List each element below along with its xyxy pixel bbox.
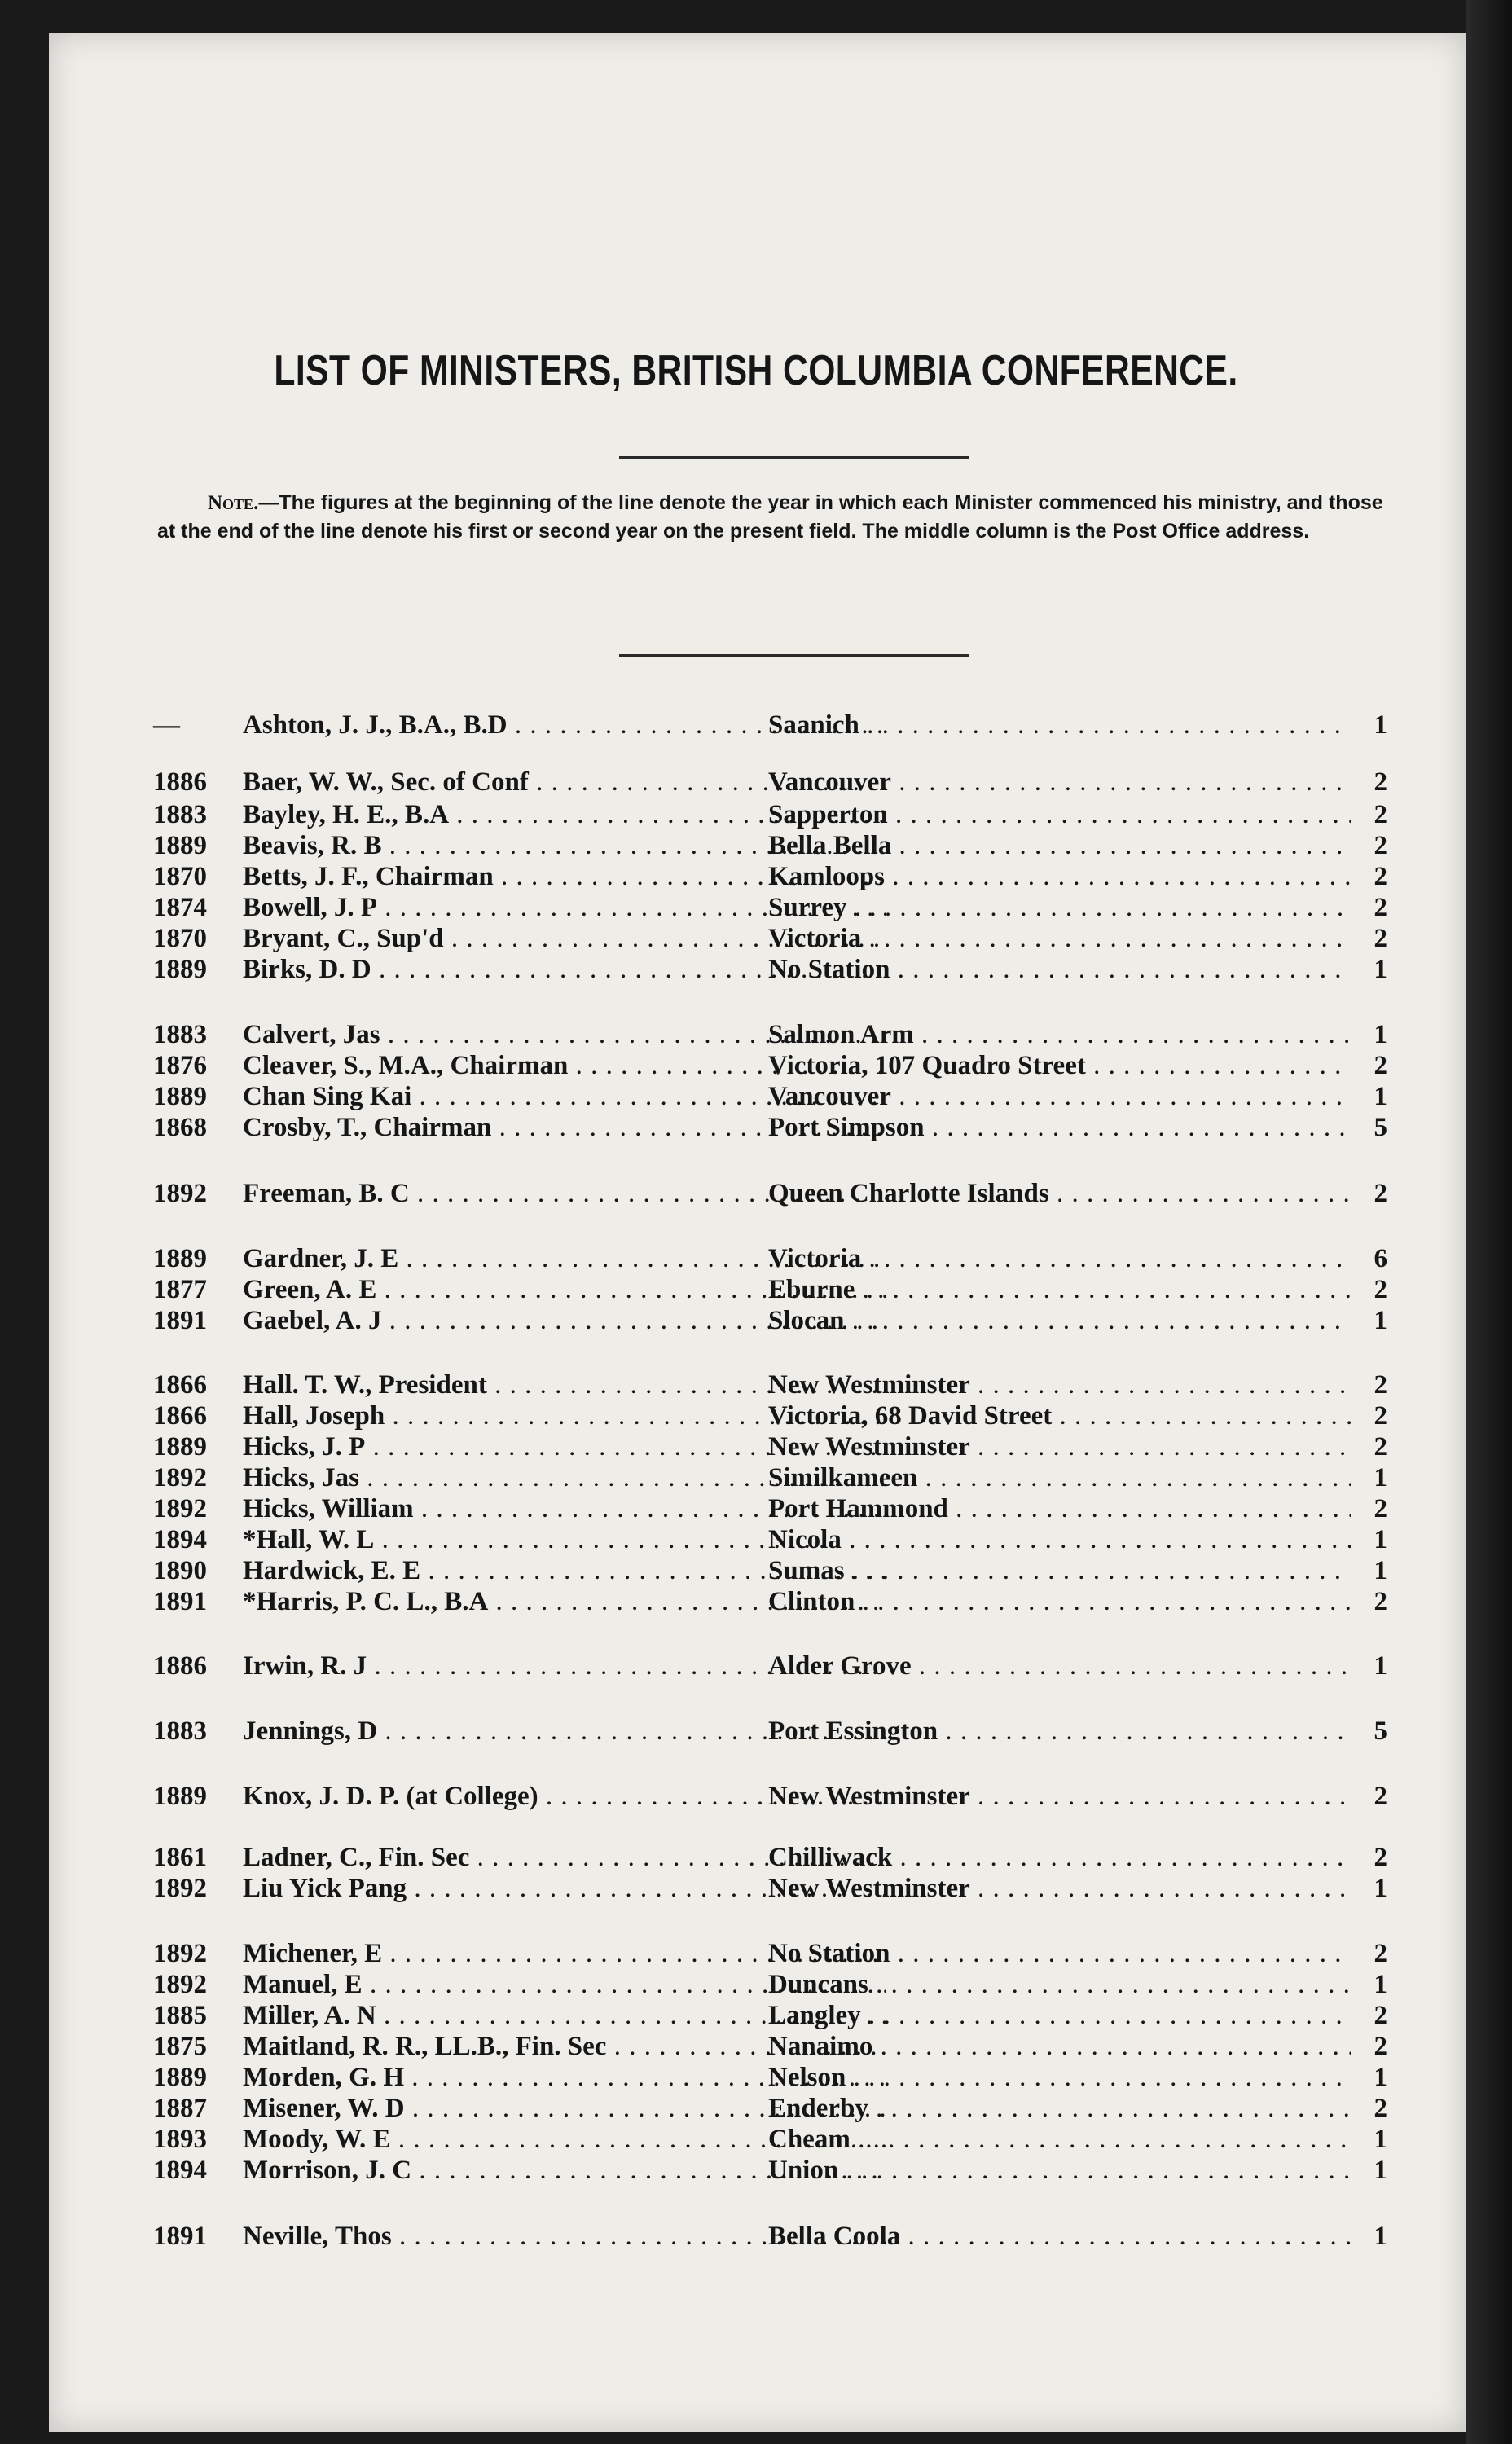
minister-row	[153, 2154, 1387, 2187]
minister-name: Green, A. E . . .	[243, 1273, 886, 1306]
minister-station: No Station . . .	[768, 1937, 1351, 1970]
minister-row	[153, 1968, 1387, 2001]
minister-year: 1891	[153, 1306, 207, 1335]
minister-years-on-field: 1	[1374, 1874, 1387, 1903]
minister-station: Surrey . . .	[768, 891, 1351, 924]
minister-station: Union . . .	[768, 2154, 1351, 2187]
minister-station: Slocan . . .	[768, 1304, 1351, 1337]
minister-row	[153, 891, 1387, 924]
note-text: —The figures at the beginning of the line denote the year in which each Minister commenced his ministry, and those at the end of the line denote his first or second year on the present field. The middle column is the Post Office address.	[157, 491, 1383, 543]
minister-year: 1889	[153, 2063, 207, 2092]
minister-row	[153, 1554, 1387, 1587]
minister-row	[153, 1049, 1387, 1082]
minister-name: Cleaver, S., M.A., Chairman . . .	[243, 1049, 886, 1082]
minister-name: Knox, J. D. P. (at College) . . .	[243, 1780, 886, 1813]
minister-year: 1883	[153, 1020, 207, 1049]
minister-year: —	[153, 710, 180, 740]
minister-row	[153, 1841, 1387, 1874]
minister-station: Enderby . . .	[768, 2092, 1351, 2125]
minister-name: Beavis, R. B . . .	[243, 829, 886, 862]
minister-years-on-field: 1	[1374, 1082, 1387, 1111]
minister-station: Victoria . . .	[768, 922, 1351, 955]
minister-year: 1892	[153, 1494, 207, 1523]
minister-year: 1885	[153, 2001, 207, 2030]
minister-row	[153, 860, 1387, 893]
minister-name: Irwin, R. J . . .	[243, 1650, 886, 1682]
minister-years-on-field: 2	[1374, 893, 1387, 922]
minister-year: 1894	[153, 2156, 207, 2185]
minister-row	[153, 1715, 1387, 1747]
minister-year: 1886	[153, 1651, 207, 1681]
minister-row	[153, 1872, 1387, 1905]
minister-station: Nanaimo . . .	[768, 2030, 1351, 2063]
minister-row	[153, 1492, 1387, 1525]
minister-row	[153, 1937, 1387, 1970]
minister-name: Maitland, R. R., LL.B., Fin. Sec . . .	[243, 2030, 886, 2063]
minister-year: 1870	[153, 862, 207, 891]
minister-row	[153, 829, 1387, 862]
minister-year: 1892	[153, 1463, 207, 1492]
minister-year: 1866	[153, 1370, 207, 1400]
minister-name: Morrison, J. C . . .	[243, 2154, 886, 2187]
minister-row	[153, 1431, 1387, 1463]
minister-year: 1892	[153, 1970, 207, 1999]
minister-name: Chan Sing Kai . . .	[243, 1080, 886, 1113]
minister-years-on-field: 2	[1374, 767, 1387, 797]
minister-years-on-field: 2	[1374, 1587, 1387, 1616]
minister-years-on-field: 2	[1374, 2094, 1387, 2123]
minister-station: Sapperton . . .	[768, 798, 1351, 831]
minister-name: Birks, D. D . . .	[243, 953, 886, 986]
minister-years-on-field: 2	[1374, 1370, 1387, 1400]
minister-name: Ladner, C., Fin. Sec . . .	[243, 1841, 886, 1874]
minister-year: 1890	[153, 1556, 207, 1585]
minister-name: Liu Yick Pang . . .	[243, 1872, 886, 1905]
minister-station: Chilliwack . . .	[768, 1841, 1351, 1874]
minister-station: Victoria, 107 Quadro Street . . .	[768, 1049, 1351, 1082]
minister-year: 1868	[153, 1113, 207, 1142]
note-divider	[619, 654, 969, 657]
minister-years-on-field: 2	[1374, 1179, 1387, 1208]
minister-station: Similkameen . . .	[768, 1462, 1351, 1494]
minister-row	[153, 1585, 1387, 1618]
minister-year: 1889	[153, 831, 207, 860]
minister-years-on-field: 2	[1374, 924, 1387, 953]
minister-years-on-field: 1	[1374, 1020, 1387, 1049]
minister-years-on-field: 1	[1374, 1556, 1387, 1585]
minister-years-on-field: 5	[1374, 1113, 1387, 1142]
minister-years-on-field: 1	[1374, 1651, 1387, 1681]
minister-row	[153, 1650, 1387, 1682]
minister-year: 1883	[153, 1717, 207, 1746]
minister-years-on-field: 2	[1374, 1782, 1387, 1811]
minister-years-on-field: 1	[1374, 1463, 1387, 1492]
minister-year: 1892	[153, 1874, 207, 1903]
minister-station: Clinton . . .	[768, 1585, 1351, 1618]
minister-station: Eburne . . .	[768, 1273, 1351, 1306]
minister-name: Manuel, E . . .	[243, 1968, 886, 2001]
minister-years-on-field: 1	[1374, 2222, 1387, 2251]
minister-row	[153, 1018, 1387, 1051]
minister-name: Bryant, C., Sup'd . . .	[243, 922, 886, 955]
minister-name: Jennings, D . . .	[243, 1715, 886, 1747]
minister-name: Freeman, B. C . . .	[243, 1177, 886, 1210]
minister-station: Sumas . . .	[768, 1554, 1351, 1587]
minister-row	[153, 1780, 1387, 1813]
minister-row	[153, 2092, 1387, 2125]
minister-name: Hall. T. W., President . . .	[243, 1369, 886, 1401]
minister-year: 1892	[153, 1179, 207, 1208]
minister-year: 1887	[153, 2094, 207, 2123]
minister-name: Ashton, J. J., B.A., B.D . . .	[243, 709, 886, 741]
minister-name: Hardwick, E. E . . .	[243, 1554, 886, 1587]
minister-row	[153, 1999, 1387, 2032]
minister-station: Alder Grove . . .	[768, 1650, 1351, 1682]
minister-row	[153, 2030, 1387, 2063]
minister-year: 1889	[153, 1782, 207, 1811]
minister-name: Crosby, T., Chairman . . .	[243, 1111, 886, 1144]
minister-station: Cheam . . .	[768, 2123, 1351, 2156]
minister-years-on-field: 6	[1374, 1244, 1387, 1273]
minister-year: 1891	[153, 2222, 207, 2251]
minister-row	[153, 709, 1387, 741]
note-paragraph	[157, 489, 1387, 545]
minister-years-on-field: 2	[1374, 2001, 1387, 2030]
minister-year: 1874	[153, 893, 207, 922]
minister-row	[153, 1273, 1387, 1306]
minister-row	[153, 798, 1387, 831]
minister-years-on-field: 2	[1374, 1432, 1387, 1462]
minister-station: Kamloops . . .	[768, 860, 1351, 893]
minister-name: Hicks, Jas . . .	[243, 1462, 886, 1494]
minister-station: Langley . . .	[768, 1999, 1351, 2032]
minister-name: Bayley, H. E., B.A . . .	[243, 798, 886, 831]
minister-years-on-field: 2	[1374, 800, 1387, 829]
page-title: LIST OF MINISTERS, BRITISH COLUMBIA CONFERENCE.	[274, 347, 1238, 394]
minister-years-on-field: 2	[1374, 1275, 1387, 1304]
minister-row	[153, 1242, 1387, 1275]
minister-year: 1889	[153, 955, 207, 984]
minister-station: Queen Charlotte Islands . . .	[768, 1177, 1351, 1210]
minister-station: Salmon Arm . . .	[768, 1018, 1351, 1051]
minister-years-on-field: 1	[1374, 1970, 1387, 1999]
minister-name: Hicks, J. P . . .	[243, 1431, 886, 1463]
minister-name: Morden, G. H . . .	[243, 2061, 886, 2094]
minister-station: Port Simpson . . .	[768, 1111, 1351, 1144]
minister-years-on-field: 1	[1374, 2063, 1387, 2092]
minister-row	[153, 2061, 1387, 2094]
minister-name: *Hall, W. L . . .	[243, 1523, 886, 1556]
minister-name: Michener, E . . .	[243, 1937, 886, 1970]
minister-years-on-field: 2	[1374, 1939, 1387, 1968]
minister-row	[153, 1177, 1387, 1210]
minister-station: New Westminster . . .	[768, 1780, 1351, 1813]
minister-year: 1866	[153, 1401, 207, 1431]
minister-row	[153, 1462, 1387, 1494]
minister-year: 1894	[153, 1525, 207, 1554]
minister-years-on-field: 1	[1374, 1525, 1387, 1554]
minister-name: Miller, A. N . . .	[243, 1999, 886, 2032]
minister-name: Betts, J. F., Chairman . . .	[243, 860, 886, 893]
minister-year: 1892	[153, 1939, 207, 1968]
minister-year: 1883	[153, 800, 207, 829]
minister-row	[153, 2220, 1387, 2253]
minister-station: Vancouver . . .	[768, 1080, 1351, 1113]
note-label: Note.	[208, 492, 259, 514]
minister-name: Misener, W. D . . .	[243, 2092, 886, 2125]
minister-station: Vancouver . . .	[768, 766, 1351, 798]
minister-station: Bella Bella . . .	[768, 829, 1351, 862]
minister-name: Neville, Thos . . .	[243, 2220, 886, 2253]
minister-row	[153, 1523, 1387, 1556]
minister-name: Gardner, J. E . . .	[243, 1242, 886, 1275]
minister-row	[153, 1400, 1387, 1432]
minister-year: 1886	[153, 767, 207, 797]
minister-year: 1891	[153, 1587, 207, 1616]
minister-name: Gaebel, A. J . . .	[243, 1304, 886, 1337]
minister-years-on-field: 2	[1374, 831, 1387, 860]
minister-station: Port Essington . . .	[768, 1715, 1351, 1747]
minister-row	[153, 1304, 1387, 1337]
minister-name: Hall, Joseph . . .	[243, 1400, 886, 1432]
minister-year: 1861	[153, 1843, 207, 1872]
minister-years-on-field: 2	[1374, 1843, 1387, 1872]
title-divider	[619, 456, 969, 459]
minister-years-on-field: 2	[1374, 1401, 1387, 1431]
minister-year: 1877	[153, 1275, 207, 1304]
minister-year: 1889	[153, 1244, 207, 1273]
minister-station: Bella Coola . . .	[768, 2220, 1351, 2253]
minister-station: New Westminster . . .	[768, 1431, 1351, 1463]
minister-name: Bowell, J. P . . .	[243, 891, 886, 924]
minister-year: 1870	[153, 924, 207, 953]
minister-name: Hicks, William . . .	[243, 1492, 886, 1525]
minister-name: Moody, W. E . . .	[243, 2123, 886, 2156]
minister-station: Port Hammond . . .	[768, 1492, 1351, 1525]
minister-name: *Harris, P. C. L., B.A . . .	[243, 1585, 886, 1618]
minister-station: Nicola . . .	[768, 1523, 1351, 1556]
minister-years-on-field: 5	[1374, 1717, 1387, 1746]
minister-year: 1893	[153, 2125, 207, 2154]
minister-name: Baer, W. W., Sec. of Conf . . .	[243, 766, 886, 798]
minister-station: Nelson . . .	[768, 2061, 1351, 2094]
minister-station: No Station . . .	[768, 953, 1351, 986]
minister-years-on-field: 2	[1374, 1051, 1387, 1080]
minister-years-on-field: 2	[1374, 2032, 1387, 2061]
minister-years-on-field: 2	[1374, 1494, 1387, 1523]
minister-row	[153, 953, 1387, 986]
minister-years-on-field: 1	[1374, 1306, 1387, 1335]
minister-row	[153, 1111, 1387, 1144]
minister-years-on-field: 1	[1374, 955, 1387, 984]
minister-years-on-field: 1	[1374, 2156, 1387, 2185]
minister-station: Victoria, 68 David Street . . .	[768, 1400, 1351, 1432]
minister-year: 1889	[153, 1082, 207, 1111]
minister-years-on-field: 1	[1374, 710, 1387, 740]
minister-year: 1876	[153, 1051, 207, 1080]
minister-years-on-field: 2	[1374, 862, 1387, 891]
minister-station: New Westminster . . .	[768, 1872, 1351, 1905]
minister-row	[153, 766, 1387, 798]
minister-row	[153, 922, 1387, 955]
minister-name: Calvert, Jas . . .	[243, 1018, 886, 1051]
minister-row	[153, 1369, 1387, 1401]
minister-year: 1875	[153, 2032, 207, 2061]
minister-row	[153, 1080, 1387, 1113]
minister-row	[153, 2123, 1387, 2156]
minister-station: Duncans . . .	[768, 1968, 1351, 2001]
minister-year: 1889	[153, 1432, 207, 1462]
minister-station: Victoria . . .	[768, 1242, 1351, 1275]
minister-station: New Westminster . . .	[768, 1369, 1351, 1401]
minister-years-on-field: 1	[1374, 2125, 1387, 2154]
minister-station: Saanich . . .	[768, 709, 1351, 741]
page-edge	[1466, 0, 1512, 2444]
